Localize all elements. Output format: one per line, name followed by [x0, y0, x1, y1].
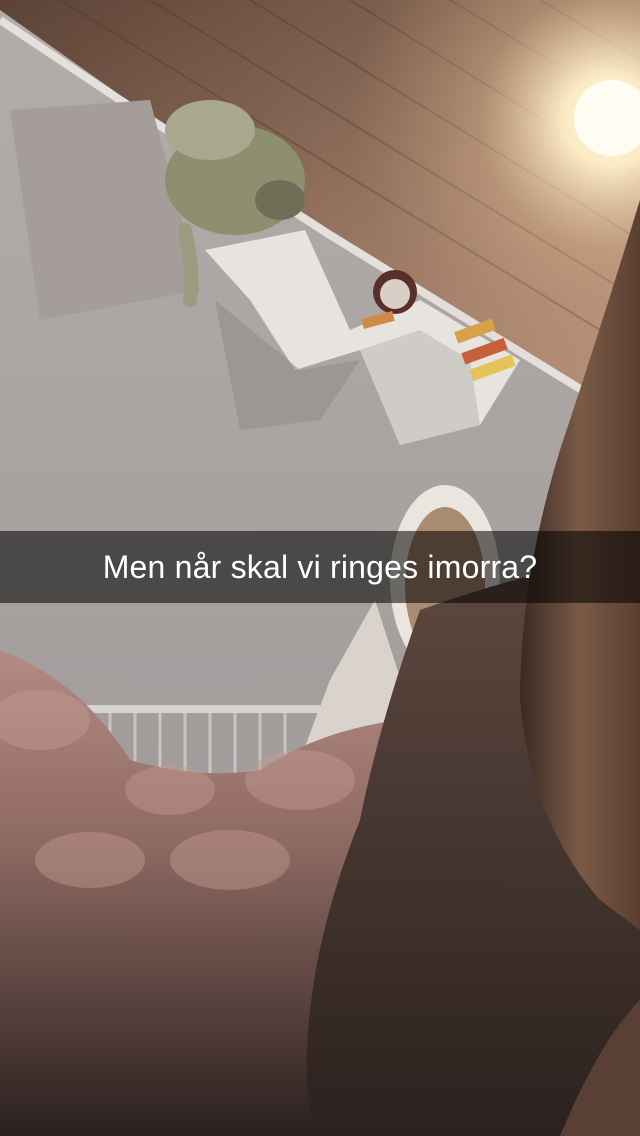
snap-caption-bar [0, 531, 640, 603]
snap-caption-text: Men når skal vi ringes imorra? [102, 548, 538, 585]
